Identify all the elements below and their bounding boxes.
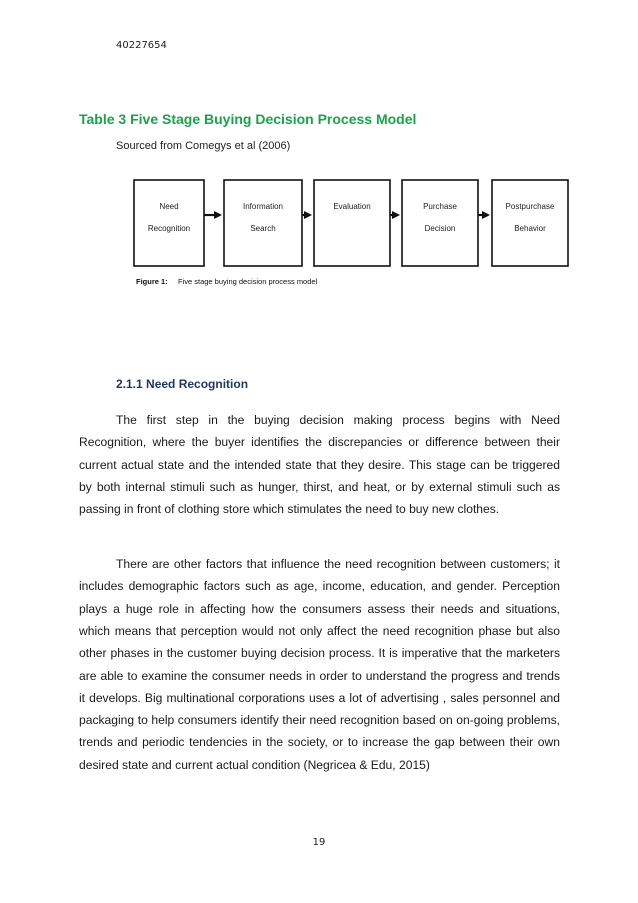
stage-3-line1: Evaluation	[333, 202, 371, 211]
stage-box-purchase-decision	[402, 180, 478, 266]
figure-caption-label: Figure 1:	[136, 277, 168, 286]
body-paragraph-2: There are other factors that influence the need recognition between customers; it includes demographic factors such as age, income, education, and gender. Perception plays a huge role in affecting how the consumers assess their needs and situations, which means that perception would not only affect the need recognition phase but also other phases in the customer buying decision process. It is imperative that the marketers are able to examine the consumer needs in order to understand the progress and trends it develops. Big multinational corporations uses a lot of advertising , sales personnel and packaging to help consumers identify their need recognition based on on-going problems, trends and periodic tendencies in the society, or to increase the gap between their own desired state and current actual condition (Negricea & Edu, 2015)	[79, 557, 560, 772]
process-diagram	[130, 176, 580, 292]
stage-5-line1: Postpurchase	[505, 202, 555, 211]
page-number: 19	[312, 837, 326, 848]
student-id: 40227654	[116, 40, 167, 51]
body-paragraph-1: The first step in the buying decision making process begins with Need Recognition, where the buyer identifies the discrepancies or difference between their current actual state and the intended state that they desire. This stage can be triggered by both internal stimuli such as hunger, thirst, and heat, or by external stimuli such as passing in front of clothing store which stimulates the need to buy new clothes.	[79, 413, 560, 517]
stage-box-need-recognition	[134, 180, 204, 266]
stage-1-line1: Need	[159, 202, 179, 211]
section-heading: 2.1.1 Need Recognition	[116, 377, 249, 391]
stage-box-postpurchase-behavior	[492, 180, 568, 266]
process-model-figure	[130, 176, 580, 292]
stage-2-line2: Search	[250, 224, 276, 233]
stage-box-information-search	[224, 180, 302, 266]
stage-1-line2: Recognition	[147, 224, 191, 233]
stage-5-line2: Behavior	[514, 224, 546, 233]
stage-4-line1: Purchase	[423, 202, 457, 211]
figure-caption-text: Five stage buying decision process model	[178, 277, 318, 286]
table-title: Table 3 Five Stage Buying Decision Process Model	[79, 111, 417, 127]
stage-4-line2: Decision	[424, 224, 456, 233]
stage-box-evaluation	[314, 180, 390, 266]
figure-source: Sourced from Comegys et al (2006)	[116, 140, 291, 152]
stage-2-line1: Information	[242, 202, 284, 211]
